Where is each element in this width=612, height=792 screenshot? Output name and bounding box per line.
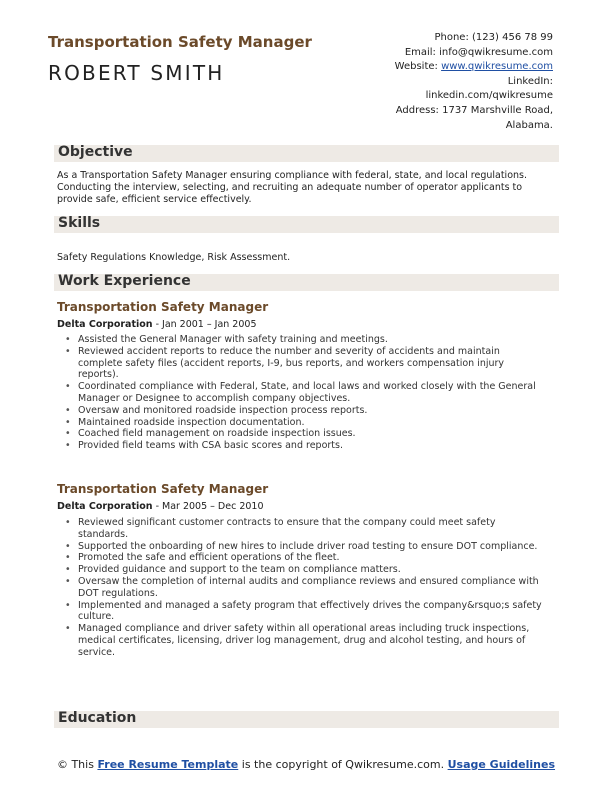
- list-item: • Reviewed significant customer contracts to ensure that the company could meet safety standards.: [57, 517, 547, 541]
- skills-section-header: [48, 216, 559, 233]
- list-item: • Oversaw and monitored roadside inspection process reports.: [57, 405, 547, 417]
- list-item: • Maintained roadside inspection documentation.: [57, 417, 547, 429]
- candidate-name: ROBERT SMITH: [48, 61, 225, 85]
- contact-website: Website: www.qwikresume.com: [394, 61, 553, 73]
- list-item: • Implemented and managed a safety program that effectively drives the company&rsquo;s safety culture.: [57, 600, 547, 624]
- contact-address: Address: 1737 Marshville Road,: [395, 104, 553, 116]
- work-experience-heading: Work Experience: [58, 273, 191, 289]
- work-experience-section-header: [48, 274, 559, 291]
- objective-section-header: [48, 145, 559, 162]
- usage-guidelines-link[interactable]: Usage Guidelines: [447, 758, 556, 771]
- skills-heading: Skills: [58, 215, 101, 231]
- list-item: • Coordinated compliance with Federal, State, and local laws and worked closely with the General Manager or Designee to accomplish company objectives.: [57, 381, 547, 405]
- job-company-2: Delta Corporation - Mar 2005 – Dec 2010: [57, 501, 264, 512]
- education-section-header: [48, 711, 559, 728]
- job-title: Transportation Safety Manager: [48, 33, 312, 51]
- contact-phone: Phone: (123) 456 78 99: [434, 32, 553, 43]
- list-item: • Provided field teams with CSA basic scores and reports.: [57, 440, 547, 452]
- job-title-2: Transportation Safety Manager: [57, 482, 269, 496]
- list-item: • Managed compliance and driver safety within all operational areas including truck inspections, medical certificates, licensing, driver log management, drug and alcohol testing, and hours of service.: [57, 623, 547, 658]
- list-item: • Assisted the General Manager with safety training and meetings.: [57, 334, 547, 346]
- list-item: • Supported the onboarding of new hires to include driver road testing to ensure DOT compliance.: [57, 541, 547, 553]
- footer-copyright: © This Free Resume Template is the copyright of Qwikresume.com. Usage Guidelines: [56, 758, 556, 771]
- list-item: • Coached field management on roadside inspection issues.: [57, 428, 547, 440]
- education-heading: Education: [58, 710, 137, 726]
- list-item: • Promoted the safe and efficient operations of the fleet.: [57, 552, 547, 564]
- website-link[interactable]: www.qwikresume.com: [441, 61, 553, 73]
- list-item: • Provided guidance and support to the team on compliance matters.: [57, 564, 547, 576]
- list-item: • Oversaw the completion of internal audits and compliance reviews and ensured compliance with DOT regulations.: [57, 576, 547, 600]
- free-resume-template-link[interactable]: Free Resume Template: [97, 758, 239, 771]
- job-bullets-1: [57, 334, 547, 452]
- job-bullets-2: [57, 517, 547, 659]
- resume-header: [48, 31, 553, 131]
- objective-text: As a Transportation Safety Manager ensuring compliance with federal, state, and local regulations. Conducting the interview, selecting, and recruiting an adequate number of operator applicants to provide safe, efficient service effectively.: [57, 170, 527, 205]
- contact-linkedin-label: LinkedIn:: [507, 75, 553, 87]
- job-title-1: Transportation Safety Manager: [57, 300, 269, 314]
- list-item: • Reviewed accident reports to reduce the number and severity of accidents and maintain complete safety files (accident reports, I-9, bus reports, and workers compensation injury reports).: [57, 346, 547, 381]
- contact-email: Email: info@qwikresume.com: [404, 46, 553, 58]
- skills-text: Safety Regulations Knowledge, Risk Assessment.: [57, 252, 291, 263]
- contact-block: [353, 31, 553, 133]
- contact-linkedin: linkedin.com/qwikresume: [425, 90, 553, 102]
- job-company-1: Delta Corporation - Jan 2001 – Jan 2005: [57, 319, 257, 330]
- objective-heading: Objective: [58, 144, 133, 160]
- contact-address-line2: Alabama.: [505, 119, 553, 131]
